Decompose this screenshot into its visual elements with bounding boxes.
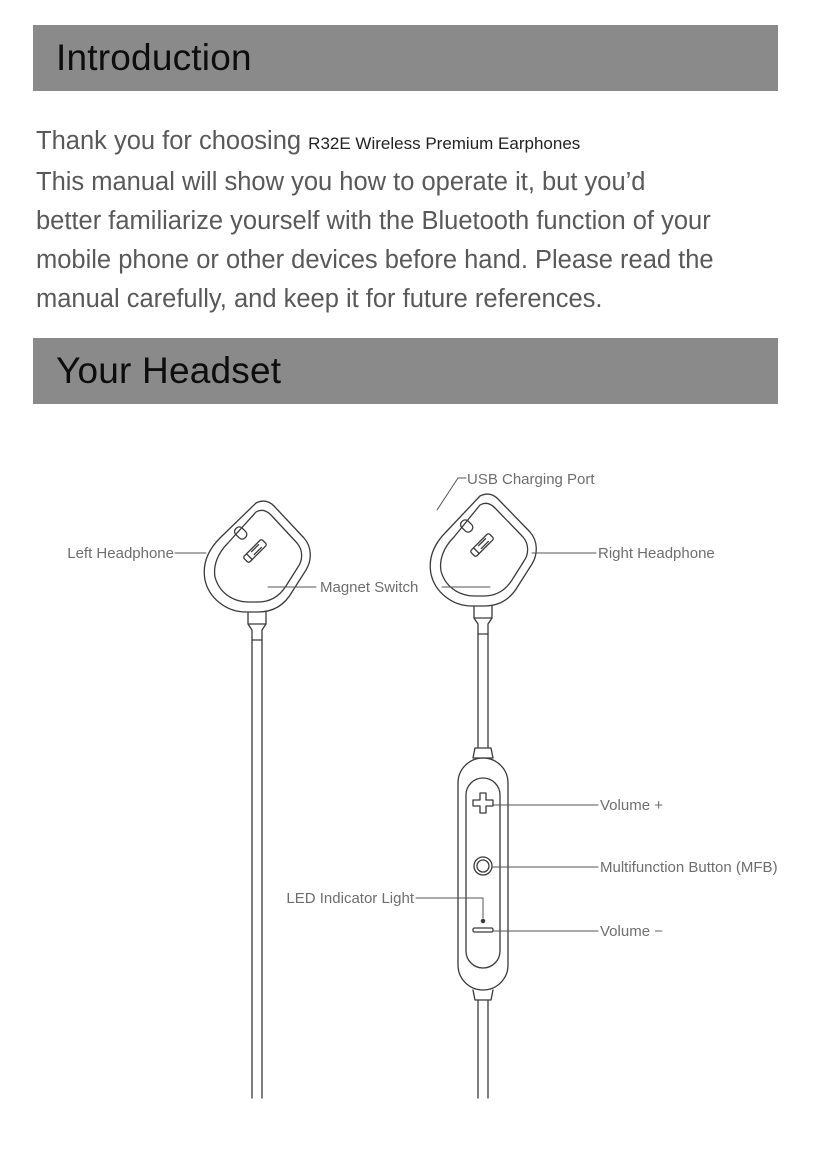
left-headphone (204, 501, 310, 1098)
magnet-switch-label: Magnet Switch (320, 579, 419, 596)
volume-up-label: Volume + (600, 797, 663, 814)
left-headphone-label: Left Headphone (67, 545, 174, 562)
volume-down-button[interactable] (473, 928, 493, 932)
leader-lines (175, 478, 598, 931)
headset-title: Your Headset (56, 350, 282, 391)
led-indicator-label: LED Indicator Light (286, 890, 414, 907)
intro-line-2: This manual will show you how to operate it, but you’d (36, 168, 646, 196)
intro-lead: Thank you for choosing (36, 127, 309, 155)
intro-line-4: mobile phone or other devices before hand. Please read the (36, 246, 714, 274)
intro-line-5: manual carefully, and keep it for future references. (36, 285, 603, 313)
introduction-header (33, 25, 778, 91)
mfb-label: Multifunction Button (MFB) (600, 859, 778, 876)
usb-charging-port-label: USB Charging Port (467, 471, 595, 488)
headset-diagram (0, 430, 831, 1167)
headset-header (33, 338, 778, 404)
introduction-title: Introduction (56, 37, 252, 78)
led-indicator (481, 919, 484, 922)
intro-line-3: better familiarize yourself with the Bluetooth function of your (36, 207, 711, 235)
volume-down-label: Volume − (600, 923, 663, 940)
right-headphone (430, 494, 536, 748)
product-name: R32E Wireless Premium Earphones (308, 134, 581, 153)
right-headphone-label: Right Headphone (598, 545, 715, 562)
intro-line-1 (36, 122, 826, 163)
intro-paragraph (36, 122, 826, 319)
volume-up-button[interactable] (473, 793, 493, 813)
multifunction-button[interactable] (474, 857, 492, 875)
